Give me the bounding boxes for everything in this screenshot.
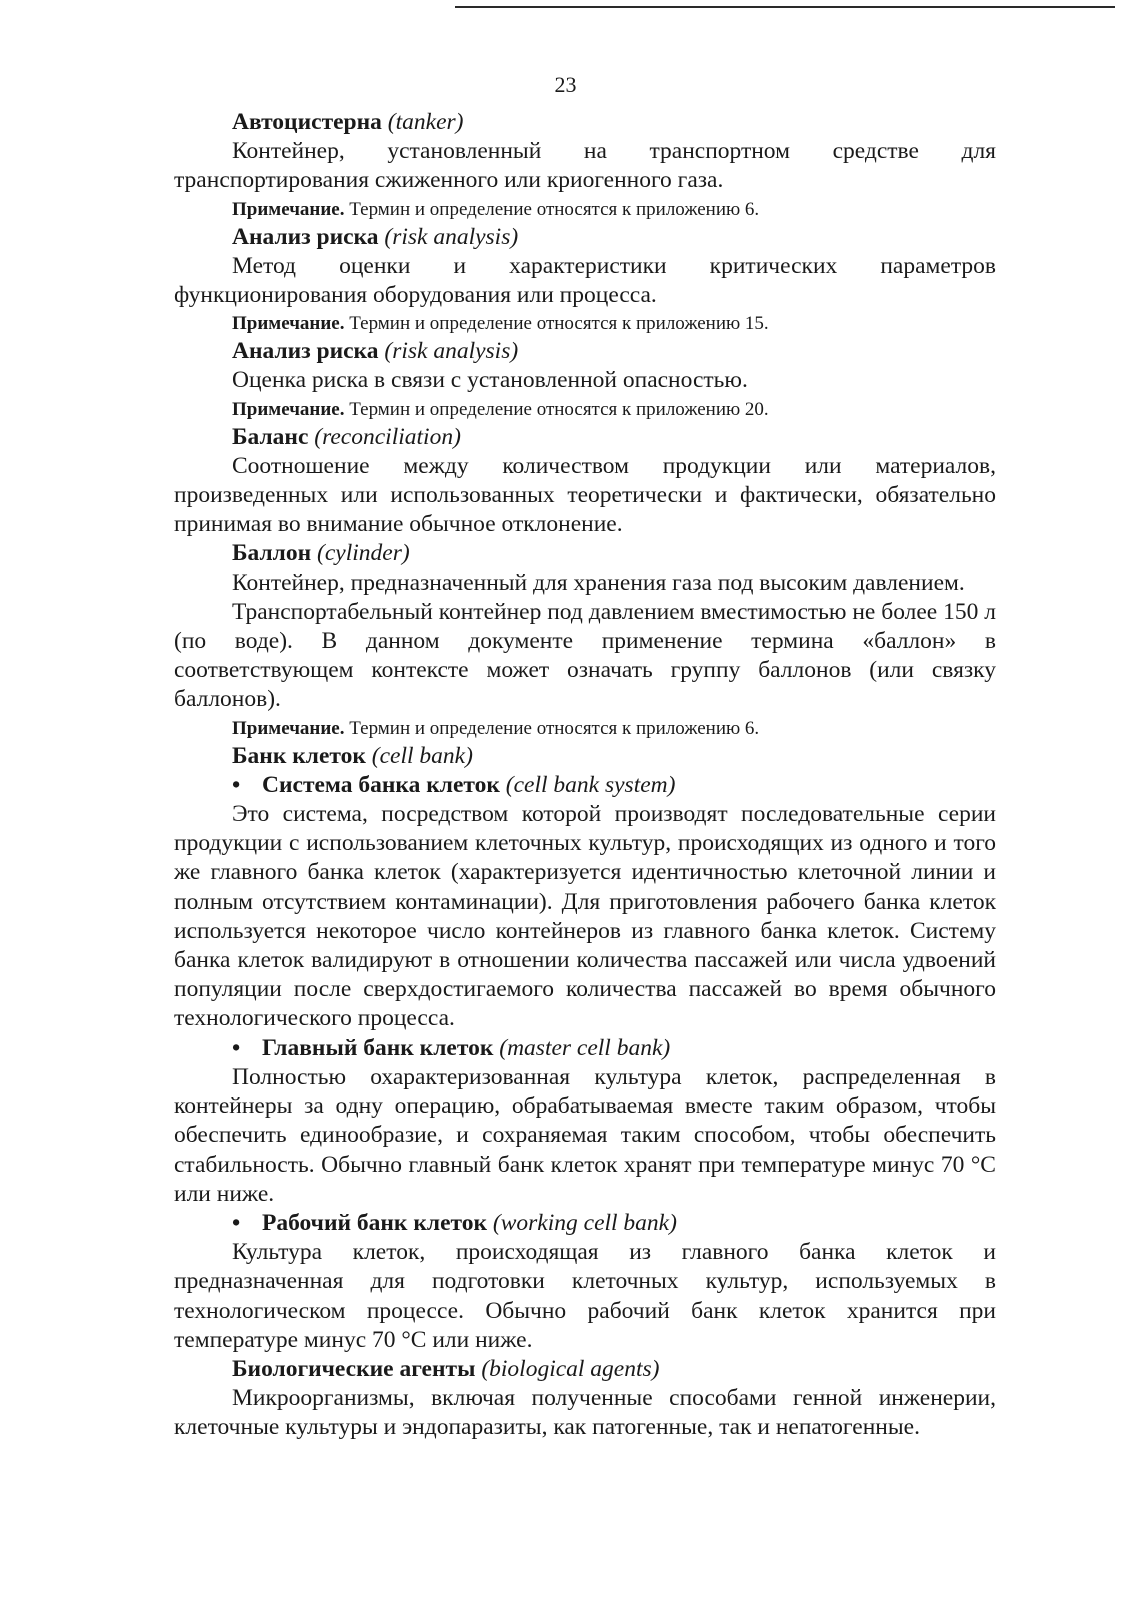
- page-number: 23: [554, 72, 577, 97]
- glossary-entry-bio-agents: [174, 1355, 996, 1443]
- entry-term: [174, 223, 996, 252]
- bullet-icon: •: [232, 771, 241, 798]
- subterm-ru: Рабочий банк клеток: [262, 1209, 488, 1236]
- subterm-en: (cell bank system): [505, 771, 676, 798]
- top-rule: [455, 6, 1115, 8]
- term-ru: Баллон: [232, 540, 312, 567]
- entry-note: [174, 310, 996, 337]
- term-en: (risk analysis): [384, 223, 519, 250]
- subterm-definition: Культура клеток, происходящая из главного банка клеток и предназначенная для подготовки клеточных культур, используемых в технологическом процессе. Обычно рабочий банк клеток хранится при температуре минус 70 °С или ниже.: [174, 1239, 996, 1353]
- glossary-entry: [174, 108, 996, 223]
- glossary-entry: [174, 423, 996, 540]
- glossary-entry: [174, 337, 996, 422]
- subterm-ru: Главный банк клеток: [262, 1034, 494, 1061]
- note-label: Примечание.: [232, 198, 345, 220]
- entry-note: [174, 396, 996, 423]
- subterm-heading: [174, 1209, 996, 1238]
- term-ru: Автоцистерна: [232, 109, 382, 135]
- page-content: [174, 108, 996, 1443]
- entry-definition: Оценка риска в связи с установленной опасностью.: [232, 367, 748, 394]
- note-text: Термин и определение относятся к приложению 20.: [349, 398, 769, 420]
- entry-term: [174, 337, 996, 366]
- entry-term: [174, 108, 996, 137]
- note-text: Термин и определение относятся к приложению 6.: [349, 198, 760, 220]
- note-label: Примечание.: [232, 398, 345, 420]
- glossary-entry-cell-bank: [174, 742, 996, 1355]
- subterm-definition: Это система, посредством которой производят последовательные серии продукции с использованием клеточных культур, происходящих из одного и того же главного банка клеток (характеризуется идентичностью клеточной линии и полным отсутствием контаминации). Для приготовления рабочего банка клеток используется некоторое число контейнеров из главного банка клеток. Систему банка клеток валидируют в отношении количества пассажей или числа удвоений популяции после сверхдостигаемого количества пассажей во время обычного технологического процесса.: [174, 801, 996, 1032]
- term-ru: Банк клеток: [232, 742, 366, 769]
- entry-definition: Контейнер, предназначенный для хранения газа под высоким давлением.: [232, 569, 965, 596]
- bullet-icon: •: [232, 1034, 241, 1061]
- term-en: (tanker): [387, 109, 464, 135]
- note-text: Термин и определение относятся к приложению 6.: [349, 717, 760, 739]
- bullet-icon: •: [232, 1209, 241, 1236]
- term-en: (reconciliation): [314, 423, 461, 450]
- note-label: Примечание.: [232, 313, 345, 335]
- entry-term: [174, 1355, 996, 1384]
- subterm-en: (working cell bank): [492, 1209, 677, 1236]
- glossary-entry: [174, 223, 996, 338]
- term-ru: Анализ риска: [232, 338, 379, 365]
- subterm-ru: Система банка клеток: [262, 771, 500, 798]
- entry-definition: Контейнер, установленный на транспортном средстве для транспортирования сжиженного или криогенного газа.: [174, 138, 996, 194]
- term-en: (biological agents): [481, 1355, 660, 1382]
- subterm-en: (master cell bank): [499, 1034, 671, 1061]
- note-text: Термин и определение относятся к приложению 15.: [349, 313, 769, 335]
- note-label: Примечание.: [232, 717, 345, 739]
- entry-term: [174, 423, 996, 452]
- subterm-heading: [174, 1034, 996, 1063]
- subterm-definition: Полностью охарактеризованная культура клеток, распределенная в контейнеры за одну операцию, обрабатываемая вместе таким образом, чтобы обеспечить единообразие, и сохраняемая таким способом, чтобы обеспечить стабильность. Обычно главный банк клеток хранят при температуре минус 70 °С или ниже.: [174, 1063, 996, 1207]
- entry-note: [174, 196, 996, 223]
- term-ru: Биологические агенты: [232, 1355, 476, 1382]
- subterm-heading: [174, 771, 996, 800]
- entry-definition: Метод оценки и характеристики критических параметров функционирования оборудования или процесса.: [174, 252, 996, 309]
- term-en: (cell bank): [371, 742, 473, 769]
- entry-definition: Соотношение между количеством продукции или материалов, произведенных или использованных теоретически и фактически, обязательно принимая во внимание обычное отклонение.: [174, 452, 996, 538]
- entry-definition-extra: Транспортабельный контейнер под давлением вместимостью не более 150 л (по воде). В данном документе применение термина «баллон» в соответствующем контексте может означать группу баллонов (или связку баллонов).: [174, 598, 996, 713]
- term-ru: Баланс: [232, 423, 309, 450]
- term-ru: Анализ риска: [232, 223, 379, 250]
- entry-term: [174, 539, 996, 568]
- entry-note: [174, 715, 996, 742]
- term-en: (cylinder): [317, 540, 410, 567]
- glossary-entry: [174, 539, 996, 741]
- entry-definition: Микроорганизмы, включая полученные способами генной инженерии, клеточные культуры и эндопаразиты, как патогенные, так и непатогенные.: [174, 1385, 996, 1441]
- entry-term: [174, 742, 996, 771]
- term-en: (risk analysis): [384, 338, 519, 365]
